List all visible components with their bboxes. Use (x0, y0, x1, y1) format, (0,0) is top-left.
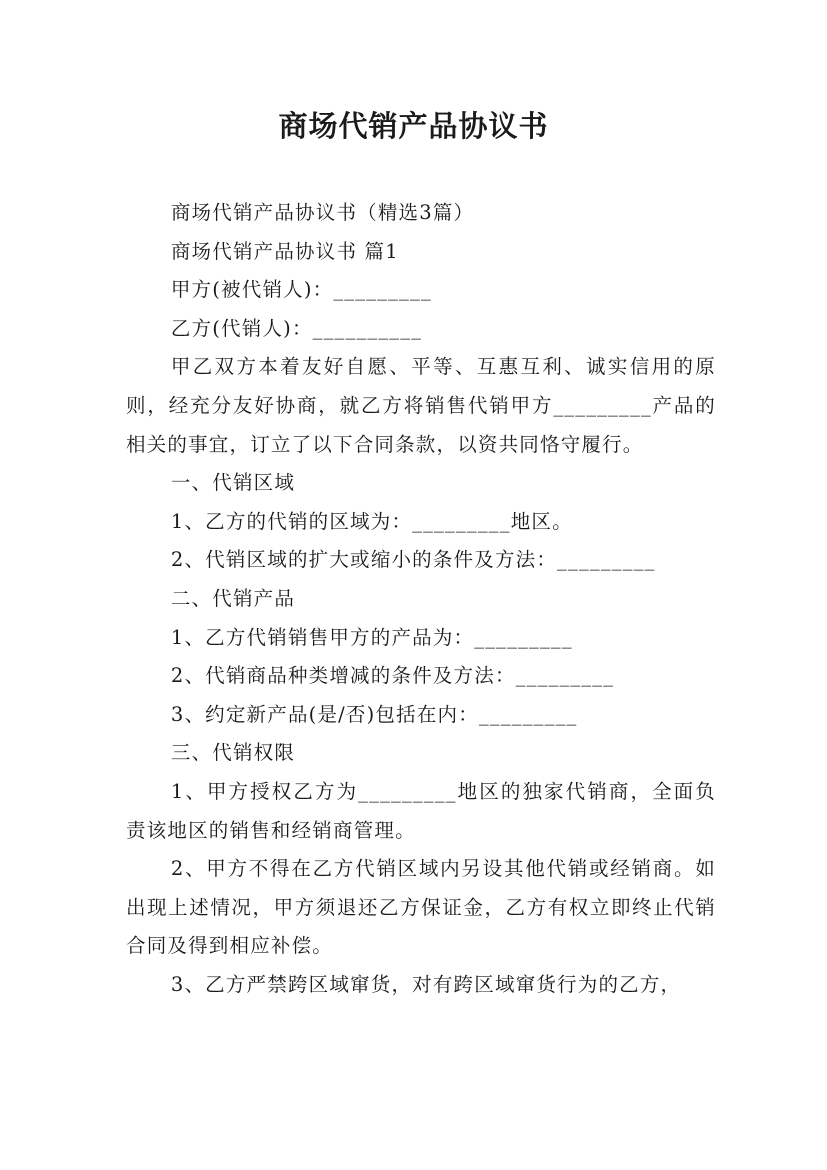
paragraph-preamble: 甲乙双方本着友好自愿、平等、互惠互利、诚实信用的原则，经充分友好协商，就乙方将销售代销甲方_________产品的相关的事宜，订立了以下合同条款，以资共同恪守履行。 (126, 355, 716, 456)
paragraph-clause: 2、甲方不得在乙方代销区域内另设其他代销或经销商。如出现上述情况，甲方须退还乙方保证金，乙方有权立即终止代销合同及得到相应补偿。 (126, 857, 716, 958)
paragraph-clause: 1、甲方授权乙方为_________地区的独家代销商，全面负责该地区的销售和经销商管理。 (126, 779, 716, 842)
paragraph-section-heading: 商场代销产品协议书 篇1 (170, 239, 399, 263)
paragraph-heading-products: 二、代销产品 (170, 586, 296, 610)
document-body (126, 194, 716, 1004)
paragraph-clause: 1、乙方代销销售甲方的产品为：_________ (170, 625, 573, 649)
paragraph-clause: 1、乙方的代销的区域为：_________地区。 (170, 509, 573, 533)
document-title: 商场代销产品协议书 (278, 109, 549, 143)
paragraph-clause: 3、乙方严禁跨区域窜货，对有跨区域窜货行为的乙方， (170, 972, 682, 996)
paragraph-heading-authority: 三、代销权限 (170, 741, 296, 765)
paragraph-heading-region: 一、代销区域 (170, 471, 296, 495)
paragraph-clause: 3、约定新产品(是/否)包括在内：_________ (170, 702, 578, 726)
paragraph-subtitle: 商场代销产品协议书（精选3篇） (170, 201, 475, 224)
paragraph-party-b: 乙方(代销人)：__________ (170, 316, 423, 340)
paragraph-clause: 2、代销区域的扩大或缩小的条件及方法：_________ (170, 548, 656, 572)
paragraph-clause: 2、代销商品种类增减的条件及方法：_________ (170, 664, 615, 688)
paragraph-party-a: 甲方(被代销人)：_________ (170, 278, 432, 302)
